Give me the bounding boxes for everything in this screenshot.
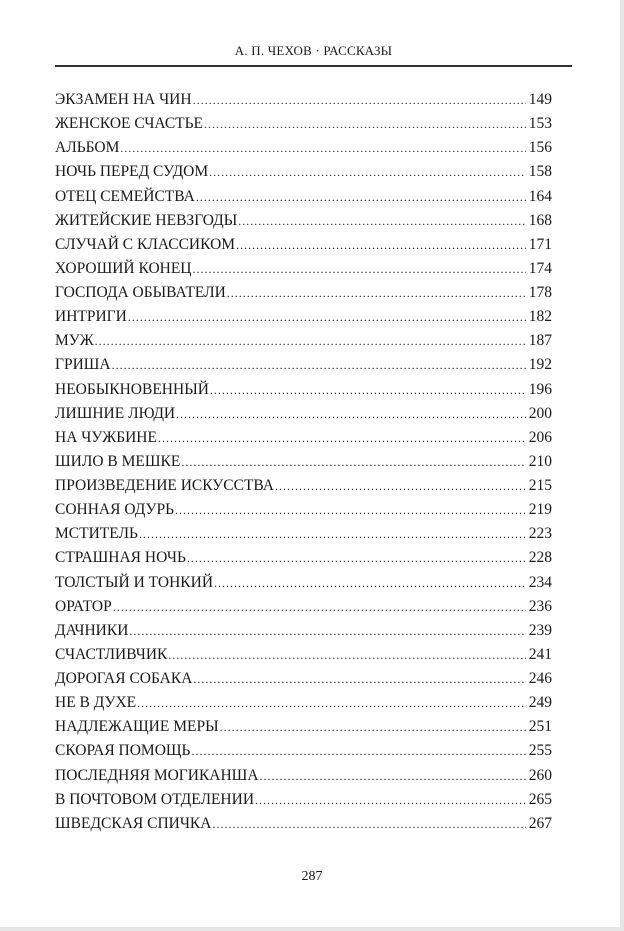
dot-leader [209,165,526,180]
toc-entry-page: 174 [528,259,552,277]
toc-entry [55,139,552,163]
toc-entry-page: 153 [528,115,552,133]
toc-entry-title: ШВЕДСКАЯ СПИЧКА [55,814,212,832]
toc-entry-page: 255 [528,742,552,760]
toc-entry-title: ШИЛО В МЕШКЕ [55,452,181,470]
dot-leader [193,93,526,108]
toc-entry-page: 246 [528,670,552,687]
dot-leader [227,286,526,301]
toc-entry-title: СКОРАЯ ПОМОЩЬ [55,742,191,760]
toc-entry-page: 265 [528,790,552,808]
dot-leader [168,648,525,663]
toc-entry-title: ПОСЛЕДНЯЯ МОГИКАНША [55,766,259,784]
table-of-contents [55,91,552,839]
toc-entry [55,501,552,525]
toc-entry [55,574,552,598]
toc-entry-title: МСТИТЕЛЬ [55,525,138,543]
toc-entry [55,694,552,718]
toc-entry-page: 234 [528,573,552,591]
toc-entry-page: 219 [528,501,552,519]
toc-entry [55,742,552,766]
toc-entry-title: ЭКЗАМЕН НА ЧИН [55,91,192,108]
toc-entry [55,670,552,694]
toc-entry-title: ПРОИЗВЕДЕНИЕ ИСКУССТВА [55,477,274,494]
toc-entry-title: СЛУЧАЙ С КЛАССИКОМ [55,235,236,253]
page-number: 287 [301,869,323,884]
toc-entry-title: СЧАСТЛИВЧИК [55,645,168,663]
dot-leader [193,262,526,277]
toc-entry [55,791,552,815]
dot-leader [210,383,526,398]
toc-entry [55,381,552,405]
dot-leader [181,455,525,470]
toc-entry-page: 192 [528,356,552,374]
toc-entry-title: НЕ В ДУХЕ [55,694,137,712]
dot-leader [120,141,525,156]
toc-entry-title: СОННАЯ ОДУРЬ [55,501,175,519]
toc-entry [55,236,552,260]
toc-entry-page: 260 [528,766,552,784]
toc-entry-title: НАДЛЕЖАЩИЕ МЕРЫ [55,718,219,736]
toc-entry-page: 187 [528,332,552,350]
toc-entry-page: 168 [528,211,552,229]
toc-entry-title: НОЧЬ ПЕРЕД СУДОМ [55,163,209,181]
toc-entry [55,598,552,622]
toc-entry [55,188,552,212]
toc-entry-page: 178 [528,284,552,301]
toc-entry [55,115,552,139]
dot-leader [175,503,526,518]
toc-entry-title: ЖИТЕЙСКИЕ НЕВЗГОДЫ [55,211,238,229]
toc-entry [55,332,552,356]
dot-leader [275,479,526,494]
dot-leader [137,696,526,711]
toc-entry-title: ГРИША [55,356,111,374]
toc-entry-title: НА ЧУЖБИНЕ [55,428,157,446]
dot-leader [191,744,525,759]
toc-entry-page: 210 [528,452,552,470]
toc-entry-title: НЕОБЫКНОВЕННЫЙ [55,380,209,398]
header-rule [55,65,572,67]
dot-leader [204,117,526,132]
toc-entry [55,622,552,646]
toc-entry [55,549,552,573]
toc-entry [55,91,552,115]
dot-leader [193,672,525,687]
toc-entry-page: 239 [528,621,552,639]
toc-entry-page: 223 [528,525,552,543]
toc-entry-title: СТРАШНАЯ НОЧЬ [55,549,186,567]
toc-entry-title: ОРАТОР [55,597,112,615]
toc-entry-page: 228 [528,549,552,567]
toc-entry [55,477,552,501]
toc-entry-page: 251 [528,718,552,736]
toc-entry-page: 241 [528,645,552,663]
toc-entry [55,718,552,742]
dot-leader [128,310,526,325]
toc-entry-title: АЛЬБОМ [55,139,120,157]
toc-entry [55,163,552,187]
dot-leader [238,214,525,229]
toc-entry [55,212,552,236]
toc-entry [55,525,552,549]
toc-entry-title: ЛИШНИЕ ЛЮДИ [55,404,176,422]
running-header: А. П. ЧЕХОВ · РАССКАЗЫ [234,43,393,58]
toc-entry-title: МУЖ [55,332,94,350]
toc-entry-page: 156 [528,139,552,157]
toc-entry-page: 171 [528,235,552,253]
dot-leader [113,600,526,615]
toc-entry [55,767,552,791]
toc-entry-page: 267 [528,814,552,832]
toc-entry [55,260,552,284]
toc-entry-title: ДОРОГАЯ СОБАКА [55,670,193,687]
toc-entry-page: 215 [528,477,552,494]
dot-leader [158,431,526,446]
toc-entry-page: 164 [528,187,552,205]
toc-entry-title: ГОСПОДА ОБЫВАТЕЛИ [55,284,226,301]
dot-leader [187,551,526,566]
dot-leader [139,527,526,542]
toc-entry-title: ОТЕЦ СЕМЕЙСТВА [55,187,195,205]
dot-leader [212,817,525,832]
toc-entry [55,815,552,839]
dot-leader [220,720,526,735]
toc-entry-page: 149 [528,91,552,108]
dot-leader [260,769,526,784]
toc-entry-page: 182 [528,308,552,326]
toc-entry [55,405,552,429]
toc-entry-title: В ПОЧТОВОМ ОТДЕЛЕНИИ [55,790,255,808]
toc-entry-page: 249 [528,694,552,712]
dot-leader [214,576,526,591]
toc-entry [55,646,552,670]
dot-leader [176,407,526,422]
toc-entry [55,284,552,308]
toc-entry [55,453,552,477]
toc-entry-page: 206 [528,428,552,446]
toc-entry-title: ДАЧНИКИ [55,621,129,639]
toc-entry [55,356,552,380]
dot-leader [236,238,526,253]
toc-entry-title: ЖЕНСКОЕ СЧАСТЬЕ [55,115,203,133]
toc-entry-title: ТОЛСТЫЙ И ТОНКИЙ [55,573,214,591]
dot-leader [95,334,526,349]
toc-entry-title: ХОРОШИЙ КОНЕЦ [55,259,192,277]
toc-entry-page: 200 [528,404,552,422]
toc-entry-title: ИНТРИГИ [55,308,127,326]
dot-leader [129,624,525,639]
dot-leader [255,793,526,808]
toc-entry [55,429,552,453]
toc-entry [55,308,552,332]
toc-entry-page: 236 [528,597,552,615]
toc-entry-page: 158 [528,163,552,181]
dot-leader [196,190,526,205]
toc-entry-page: 196 [528,380,552,398]
dot-leader [112,358,526,373]
